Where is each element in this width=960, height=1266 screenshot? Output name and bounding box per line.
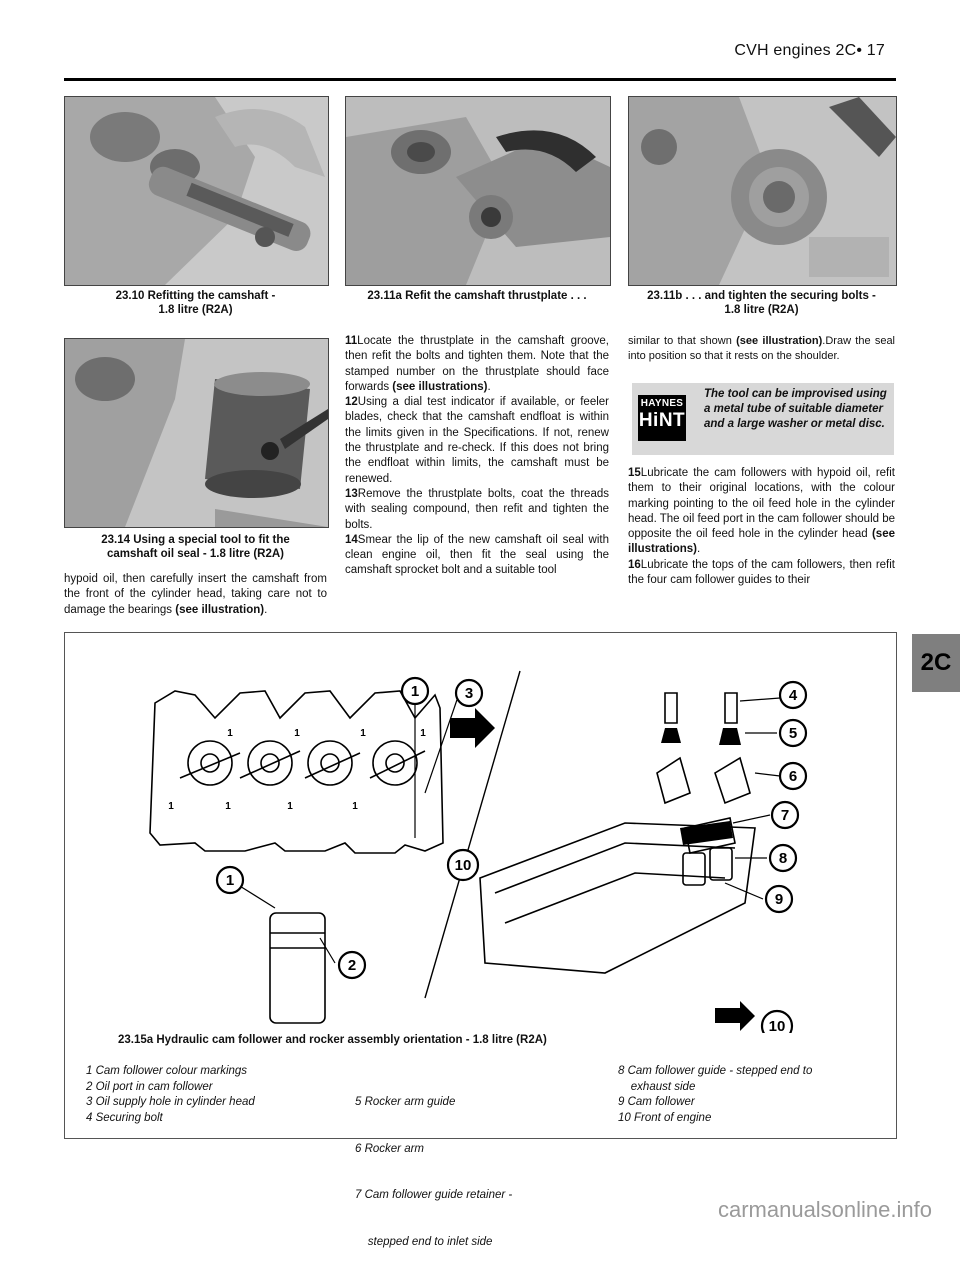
paragraph-end: .Draw the seal into position so that it rests on the shoulder.: [628, 335, 896, 362]
text-column-3-top: [628, 334, 895, 363]
diagram-legend-col-2: [355, 1064, 512, 1266]
paragraph-text: Remove the thrustplate bolts, coat the threads with sealing compound, then refit and tighten the bolts.: [345, 487, 609, 531]
photo-caption-23-14: [64, 533, 327, 561]
small-callout-1: 1: [420, 728, 426, 739]
paragraph-text: hypoid oil, then carefully insert the camshaft from the front of the cylinder head, taking care not to damage the bearings: [64, 573, 327, 616]
small-callout-1: 1: [352, 801, 358, 812]
photo-refit-thrustplate: [345, 96, 611, 286]
callout-5: 5: [788, 725, 798, 742]
legend-item: 3 Oil supply hole in cylinder head: [86, 1096, 255, 1108]
step-number: 14: [345, 533, 358, 546]
small-callout-1: 1: [168, 801, 174, 812]
small-callout-1: 1: [294, 728, 300, 739]
text-column-1: [64, 572, 327, 618]
photo-caption-23-11a: [345, 289, 609, 303]
caption-line: 1.8 litre (R2A): [724, 304, 799, 316]
header-rule: [64, 78, 896, 81]
diagram-legend-col-3: [618, 1064, 812, 1126]
section-tab: 2C: [912, 634, 960, 692]
photo-refitting-camshaft: [64, 96, 329, 286]
haynes-hint-logo: [638, 395, 686, 441]
callout-10: 10: [454, 857, 472, 874]
paragraph-text: Using a dial test indicator if available, or feeler blades, check that the camshaft endfloat is within the limits given in the Specifications. If not, renew the thrustplate and re-check. If this does not bring the endfloat within limits, the camshaft must be renewed.: [345, 396, 609, 485]
illustration-ref: (see illustration): [736, 335, 823, 347]
illustration-ref: (see illustrations): [392, 380, 488, 393]
photo-tighten-bolts: [628, 96, 897, 286]
caption-line: 23.10 Refitting the camshaft -: [115, 290, 276, 302]
small-callout-1: 1: [225, 801, 231, 812]
caption-line: 23.11a Refit the camshaft thrustplate . . .: [367, 290, 587, 302]
logo-top-text: HAYNES: [640, 398, 684, 409]
photo-special-tool-oil-seal: [64, 338, 329, 528]
callout-2: 2: [347, 957, 357, 974]
callout-10: 10: [768, 1018, 786, 1033]
small-callout-1: 1: [227, 728, 233, 739]
photo-caption-23-10: [64, 289, 327, 317]
caption-line: 23.11b . . . and tighten the securing bolts -: [647, 290, 876, 302]
callout-8: 8: [778, 850, 788, 867]
footer-watermark: carmanualsonline.info: [717, 1197, 932, 1222]
paragraph-end: .: [264, 603, 268, 616]
legend-item: stepped end to inlet side: [355, 1235, 493, 1248]
paragraph-text: Lubricate the cam followers with hypoid oil, refit them to their original locations, with the colour marking pointing to the oil feed hole in the cylinder head. The oil feed port in the cam follower should be opposite the oil feed hole in the cylinder head: [628, 467, 896, 541]
legend-item: 9 Cam follower: [618, 1096, 695, 1108]
callout-3: 3: [464, 685, 474, 702]
photo-caption-23-11b: [628, 289, 895, 317]
hint-text: The tool can be improvised using a metal tube of suitable diameter and a large washer or metal disc.: [704, 388, 887, 430]
legend-item: 7 Cam follower guide retainer -: [355, 1189, 513, 1201]
legend-item: 2 Oil port in cam follower: [86, 1080, 213, 1093]
exploded-diagram: [65, 633, 896, 1033]
diagram-hydraulic-cam-follower: [64, 632, 897, 1139]
callout-1: 1: [410, 683, 420, 700]
text-column-2: [345, 334, 609, 579]
caption-line: 23.14 Using a special tool to fit the: [101, 534, 290, 546]
callout-6: 6: [788, 768, 798, 785]
paragraph-text: similar to that shown: [628, 335, 737, 347]
legend-item: exhaust side: [618, 1080, 696, 1093]
page-header-title: CVH engines 2C• 17: [734, 42, 885, 59]
diagram-legend-col-1: [86, 1064, 255, 1126]
legend-item: 4 Securing bolt: [86, 1111, 163, 1124]
legend-item: 10 Front of engine: [618, 1111, 712, 1124]
legend-item: 5 Rocker arm guide: [355, 1096, 456, 1108]
paragraph-text: Smear the lip of the new camshaft oil seal with clean engine oil, then fit the seal using the camshaft sprocket bolt and a suitable tool: [345, 533, 609, 577]
callout-4: 4: [788, 687, 798, 704]
haynes-hint-box: [632, 383, 894, 455]
callout-1: 1: [225, 872, 235, 889]
illustration-ref: (see illustration): [175, 603, 265, 616]
caption-line: camshaft oil seal - 1.8 litre (R2A): [106, 548, 285, 560]
caption-line: 1.8 litre (R2A): [158, 304, 233, 316]
step-number: 16: [628, 558, 641, 571]
callout-9: 9: [774, 891, 784, 908]
legend-item: 8 Cam follower guide - stepped end to: [618, 1065, 813, 1077]
legend-item: 6 Rocker arm: [355, 1142, 425, 1155]
small-callout-1: 1: [287, 801, 293, 812]
step-number: 13: [345, 487, 358, 500]
illustration-ref: (see illustrations): [628, 528, 895, 556]
callout-7: 7: [780, 807, 790, 824]
diagram-caption: 23.15a Hydraulic cam follower and rocker assembly orientation - 1.8 litre (R2A): [118, 1034, 547, 1046]
step-number: 11: [345, 335, 358, 347]
text-column-3-bottom: [628, 466, 895, 588]
step-number: 15: [628, 467, 641, 479]
paragraph-end: .: [697, 543, 701, 556]
paragraph-end: .: [487, 380, 491, 393]
step-number: 12: [345, 396, 358, 409]
legend-item: 1 Cam follower colour markings: [86, 1065, 248, 1077]
logo-bottom-text: HiNT: [638, 410, 686, 431]
small-callout-1: 1: [360, 728, 366, 739]
paragraph-text: Locate the thrustplate in the camshaft groove, then refit the bolts and tighten them. Note that the stamped number on the thrustplate should face forwards: [345, 335, 609, 393]
paragraph-text: Lubricate the tops of the cam followers, then refit the four cam follower guides to their: [628, 558, 895, 587]
